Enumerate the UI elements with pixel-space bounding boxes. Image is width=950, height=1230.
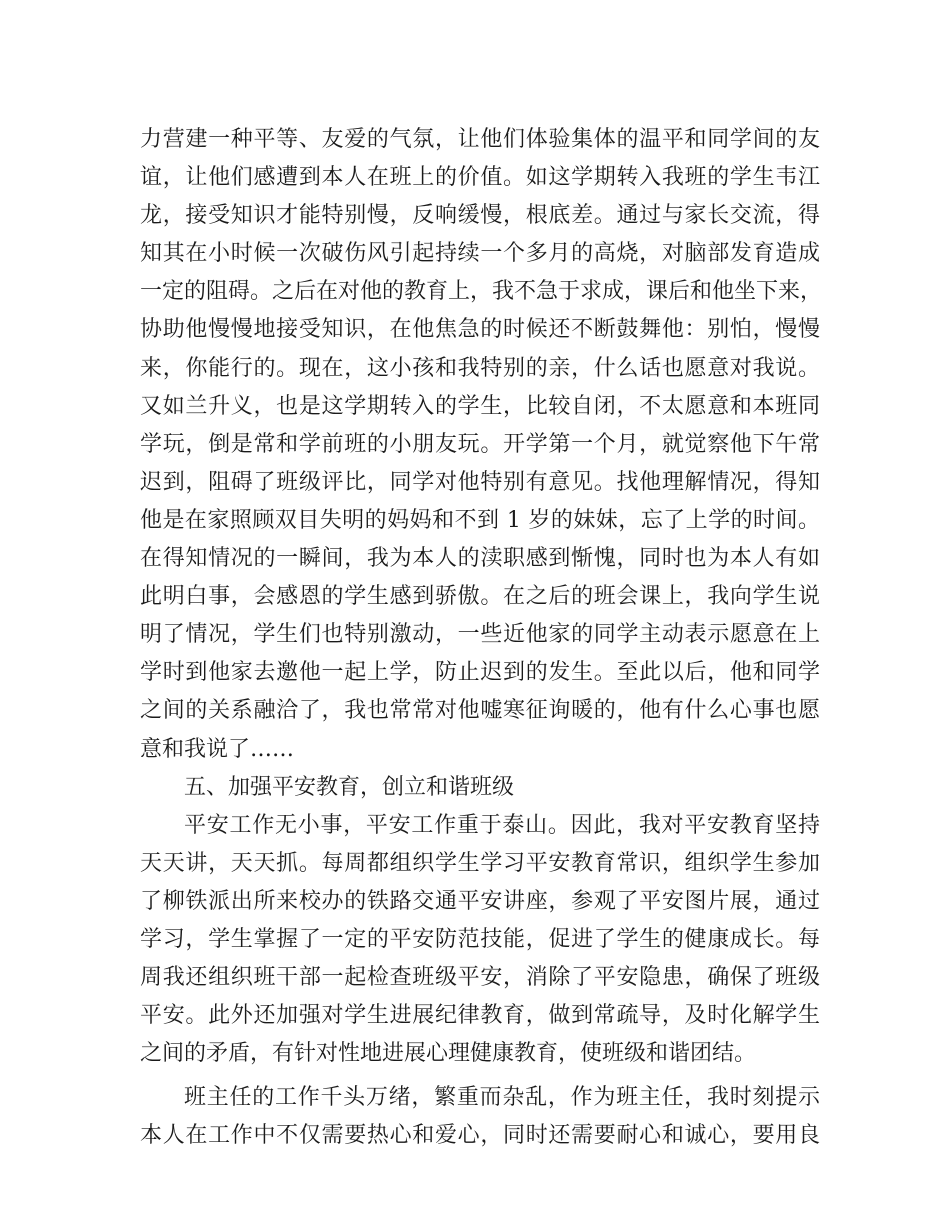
- text-line: 此明白事，会感恩的学生感到骄傲。在之后的班会课上，我向学生说: [140, 584, 820, 610]
- paragraph-safety-education: [140, 807, 820, 1074]
- text-line: 知其在小时候一次破伤风引起持续一个多月的高烧，对脑部发育造成: [140, 241, 820, 267]
- text-line: 之间的关系融洽了，我也常常对他嘘寒征询暖的，他有什么心事也愿: [140, 698, 820, 724]
- text-line: 意和我说了……: [140, 736, 295, 762]
- document-body: [140, 121, 823, 1156]
- text-line: 协助他慢慢地接受知识，在他焦急的时候还不断鼓舞他：别怕，慢慢: [140, 317, 820, 343]
- text-line: 又如兰升义，也是这学期转入的学生，比较自闭，不太愿意和本班同: [140, 393, 820, 419]
- text-line: 谊，让他们感遭到本人在班上的价值。如这学期转入我班的学生韦江: [140, 165, 820, 191]
- text-line: 学习，学生掌握了一定的平安防范技能，促进了学生的健康成长。每: [140, 926, 820, 952]
- text-line: 本人在工作中不仅需要热心和爱心，同时还需要耐心和诚心，要用良: [140, 1123, 820, 1149]
- paragraph-closing: [140, 1079, 820, 1155]
- text-line: 之间的矛盾，有针对性地进展心理健康教育，使班级和谐团结。: [140, 1041, 757, 1067]
- text-line: 力营建一种平等、友爱的气氛，让他们体验集体的温平和同学间的友: [140, 127, 820, 152]
- paragraph-class-care: [140, 121, 823, 769]
- text-line: 一定的阻碍。之后在对他的教育上，我不急于求成，课后和他坐下来，: [140, 279, 823, 305]
- text-line: 在得知情况的一瞬间，我为本人的渎职感到惭愧，同时也为本人有如: [140, 546, 820, 572]
- text-line: 他是在家照顾双目失明的妈妈和不到 1 岁的妹妹，忘了上学的时间。: [140, 507, 820, 533]
- text-line: 班主任的工作千头万绪，繁重而杂乱，作为班主任，我时刻提示: [184, 1085, 820, 1111]
- section-heading: 五、加强平安教育，创立和谐班级: [184, 774, 515, 800]
- text-line: 平安。此外还加强对学生进展纪律教育，做到常疏导，及时化解学生: [140, 1003, 820, 1029]
- text-line: 龙，接受知识才能特别慢，反响缓慢，根底差。通过与家长交流，得: [140, 203, 820, 229]
- text-line: 了柳铁派出所来校办的铁路交通平安讲座，参观了平安图片展，通过: [140, 888, 820, 914]
- text-line: 来，你能行的。现在，这小孩和我特别的亲，什么话也愿意对我说。: [140, 355, 820, 381]
- text-line: 明了情况，学生们也特别激动，一些近他家的同学主动表示愿意在上: [140, 622, 820, 648]
- text-line: 平安工作无小事，平安工作重于泰山。因此，我对平安教育坚持: [184, 812, 820, 838]
- text-line: 天天讲，天天抓。每周都组织学生学习平安教育常识，组织学生参加: [140, 850, 820, 876]
- text-line: 学玩，倒是常和学前班的小朋友玩。开学第一个月，就觉察他下午常: [140, 431, 820, 457]
- text-line: 学时到他家去邀他一起上学，防止迟到的发生。至此以后，他和同学: [140, 660, 820, 686]
- text-line: 迟到，阻碍了班级评比，同学对他特别有意见。找他理解情况，得知: [140, 469, 820, 495]
- text-line: 周我还组织班干部一起检查班级平安，消除了平安隐患，确保了班级: [140, 965, 820, 991]
